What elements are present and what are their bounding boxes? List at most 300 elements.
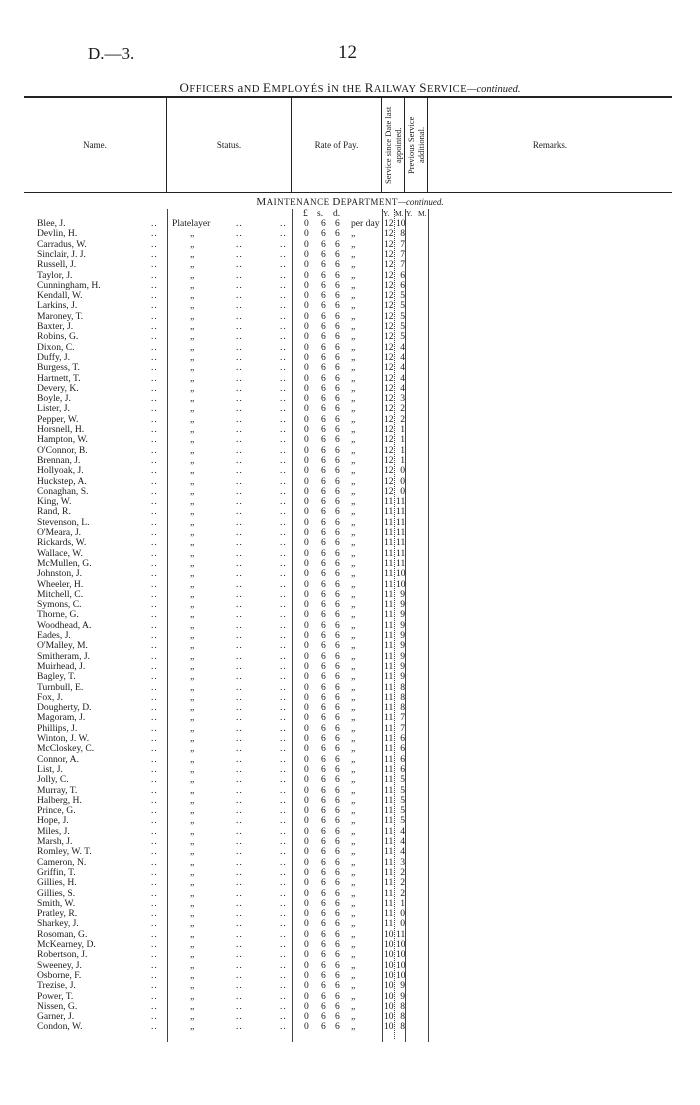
status-cell: „ xyxy=(190,856,195,868)
status-cell: „ xyxy=(190,506,195,518)
rate-pence-cell: 6 xyxy=(335,805,340,817)
table-row xyxy=(0,713,700,723)
rate-pence-cell: 6 xyxy=(335,918,340,930)
rate-pounds-cell: 0 xyxy=(304,1000,309,1012)
service-months-cell: 4 xyxy=(400,362,405,374)
rate-shillings-cell: 6 xyxy=(321,372,326,384)
rate-unit-cell: „ xyxy=(351,928,356,940)
name-cell: King, W. xyxy=(37,496,72,508)
rate-pence-cell: 6 xyxy=(335,1011,340,1023)
status-cell: „ xyxy=(190,877,195,889)
name-cell: Nissen, G. xyxy=(37,1000,78,1012)
leader-dots: .. xyxy=(280,382,287,394)
service-months-cell: 10 xyxy=(396,218,406,229)
rate-unit-cell: „ xyxy=(351,424,356,435)
status-cell: „ xyxy=(190,887,195,899)
rate-unit-cell: „ xyxy=(351,825,356,837)
leader-dots: .. xyxy=(280,949,287,961)
leader-dots: .. xyxy=(151,248,158,260)
leader-dots: .. xyxy=(236,640,243,652)
name-cell: Bagley, T. xyxy=(37,671,76,683)
name-cell: Connor, A. xyxy=(37,753,79,765)
leader-dots: .. xyxy=(280,413,287,425)
rate-pence-cell: 6 xyxy=(335,310,340,322)
service-years-cell: 11 xyxy=(384,887,394,899)
rate-shillings-cell: 6 xyxy=(321,496,326,508)
leader-dots: .. xyxy=(280,537,287,549)
rate-pounds-cell: 0 xyxy=(304,897,309,909)
leader-dots: .. xyxy=(280,928,287,940)
table-row xyxy=(0,487,700,497)
name-cell: Cameron, N. xyxy=(37,856,87,868)
rate-shillings-cell: 6 xyxy=(321,351,326,363)
leader-dots: .. xyxy=(151,279,158,291)
service-years-cell: 11 xyxy=(384,640,394,652)
rate-shillings-cell: 6 xyxy=(321,877,326,889)
rate-pence-cell: 6 xyxy=(335,836,340,847)
leader-dots: .. xyxy=(236,846,243,858)
name-cell: O'Meara, J. xyxy=(37,527,82,538)
leader-dots: .. xyxy=(151,763,158,775)
name-cell: Sweeney, J. xyxy=(37,959,82,971)
rate-pence-cell: 6 xyxy=(335,815,340,827)
leader-dots: .. xyxy=(280,681,287,693)
rate-shillings-cell: 6 xyxy=(321,506,326,518)
service-months-cell: 5 xyxy=(400,794,405,806)
service-months-cell: 9 xyxy=(400,599,405,611)
leader-dots: .. xyxy=(151,774,158,786)
service-months-cell: 11 xyxy=(396,516,406,528)
rate-pence-cell: 6 xyxy=(335,393,340,405)
leader-dots: .. xyxy=(236,887,243,899)
name-cell: Thorne, G. xyxy=(37,609,79,621)
table-row xyxy=(0,497,700,507)
column-header-previous-label: Previous Service additional. xyxy=(406,116,426,174)
name-cell: Smith, W. xyxy=(37,897,76,909)
service-months-cell: 2 xyxy=(400,866,405,878)
rate-pounds-cell: 0 xyxy=(304,557,309,569)
leader-dots: .. xyxy=(236,681,243,693)
name-cell: Gillies, S. xyxy=(37,887,76,899)
name-cell: Pratley, R. xyxy=(37,908,78,920)
leader-dots: .. xyxy=(280,228,287,240)
leader-dots: .. xyxy=(236,784,243,796)
rate-unit-cell: „ xyxy=(351,362,356,374)
service-months-cell: 8 xyxy=(400,228,405,240)
rate-shillings-cell: 6 xyxy=(321,980,326,992)
leader-dots: .. xyxy=(151,949,158,961)
leader-dots: .. xyxy=(236,496,243,508)
status-cell: „ xyxy=(190,228,195,240)
rate-pounds-cell: 0 xyxy=(304,980,309,992)
rate-pence-cell: 6 xyxy=(335,691,340,703)
rate-shillings-cell: 6 xyxy=(321,537,326,549)
rate-pence-cell: 6 xyxy=(335,969,340,981)
rate-unit-cell: „ xyxy=(351,557,356,569)
rate-unit-cell: „ xyxy=(351,516,356,528)
leader-dots: .. xyxy=(280,866,287,878)
service-years-cell: 10 xyxy=(384,969,394,981)
rate-unit-cell: „ xyxy=(351,434,356,446)
leader-dots: .. xyxy=(280,877,287,889)
rate-pounds-cell: 0 xyxy=(304,382,309,394)
rate-shillings-cell: 6 xyxy=(321,382,326,394)
table-row xyxy=(0,724,700,734)
rate-pounds-cell: 0 xyxy=(304,825,309,837)
name-cell: Carradus, W. xyxy=(37,238,87,250)
rate-pounds-cell: 0 xyxy=(304,609,309,621)
status-cell: „ xyxy=(190,393,195,405)
service-years-cell: 10 xyxy=(384,1011,394,1023)
rate-pounds-cell: 0 xyxy=(304,393,309,405)
leader-dots: .. xyxy=(151,341,158,353)
name-cell: Horsnell, H. xyxy=(37,424,85,435)
table-row xyxy=(0,899,700,909)
rate-shillings-cell: 6 xyxy=(321,722,326,734)
table-row xyxy=(0,271,700,281)
service-years-cell: 12 xyxy=(384,465,394,477)
column-header-rate-label: Rate of Pay. xyxy=(314,140,359,150)
leader-dots: .. xyxy=(236,650,243,662)
status-cell: „ xyxy=(190,588,195,600)
rate-pence-cell: 6 xyxy=(335,753,340,765)
leader-dots: .. xyxy=(236,939,243,950)
rate-pence-cell: 6 xyxy=(335,619,340,631)
rate-unit-cell: „ xyxy=(351,733,356,744)
table-row xyxy=(0,425,700,435)
leader-dots: .. xyxy=(236,434,243,446)
rate-unit-cell: „ xyxy=(351,413,356,425)
rate-pounds-cell: 0 xyxy=(304,846,309,858)
rate-pence-cell: 6 xyxy=(335,259,340,271)
leader-dots: .. xyxy=(151,866,158,878)
name-cell: Osborne, F. xyxy=(37,969,82,981)
status-cell: „ xyxy=(190,990,195,1002)
service-months-cell: 11 xyxy=(396,506,406,518)
leader-dots: .. xyxy=(151,681,158,693)
leader-dots: .. xyxy=(280,238,287,250)
service-years-cell: 11 xyxy=(384,609,394,621)
leader-dots: .. xyxy=(280,310,287,322)
rate-pounds-cell: 0 xyxy=(304,877,309,889)
leader-dots: .. xyxy=(236,238,243,250)
rate-shillings-cell: 6 xyxy=(321,763,326,775)
rate-pence-cell: 6 xyxy=(335,475,340,487)
rate-unit-cell: „ xyxy=(351,475,356,487)
name-cell: Fox, J. xyxy=(37,691,63,703)
table-row xyxy=(0,363,700,373)
rate-pounds-cell: 0 xyxy=(304,516,309,528)
rate-unit-cell: „ xyxy=(351,774,356,786)
leader-dots: .. xyxy=(151,537,158,549)
rate-pounds-cell: 0 xyxy=(304,959,309,971)
leader-dots: .. xyxy=(236,908,243,920)
service-months-cell: 4 xyxy=(400,351,405,363)
rate-pence-cell: 6 xyxy=(335,382,340,394)
rate-shillings-cell: 6 xyxy=(321,630,326,641)
column-header-name xyxy=(24,98,167,192)
rate-pence-cell: 6 xyxy=(335,856,340,868)
rate-unit-cell: „ xyxy=(351,660,356,672)
leader-dots: .. xyxy=(280,733,287,744)
leader-dots: .. xyxy=(280,434,287,446)
service-months-cell: 1 xyxy=(400,454,405,466)
leader-dots: .. xyxy=(151,712,158,724)
leader-dots: .. xyxy=(236,836,243,847)
leader-dots: .. xyxy=(280,362,287,374)
service-years-cell: 11 xyxy=(384,908,394,920)
table-row xyxy=(0,312,700,322)
service-months-cell: 4 xyxy=(400,372,405,384)
leader-dots: .. xyxy=(280,887,287,899)
rate-shillings-cell: 6 xyxy=(321,918,326,930)
status-cell: „ xyxy=(190,362,195,374)
leader-dots: .. xyxy=(280,578,287,590)
leader-dots: .. xyxy=(236,877,243,889)
table-row xyxy=(0,528,700,538)
rate-pence-cell: 6 xyxy=(335,743,340,755)
leader-dots: .. xyxy=(280,557,287,569)
service-months-cell: 1 xyxy=(400,897,405,909)
rate-pounds-cell: 0 xyxy=(304,279,309,291)
rate-pounds-cell: 0 xyxy=(304,403,309,415)
rate-pence-cell: 6 xyxy=(335,362,340,374)
name-cell: Prince, G. xyxy=(37,805,76,817)
rate-shillings-cell: 6 xyxy=(321,609,326,621)
service-years-cell: 11 xyxy=(384,619,394,631)
service-months-cell: 9 xyxy=(400,671,405,683)
rate-pence-cell: 6 xyxy=(335,1000,340,1012)
leader-dots: .. xyxy=(151,794,158,806)
service-months-cell: 7 xyxy=(400,712,405,724)
name-cell: O'Malley, M. xyxy=(37,640,88,652)
leader-dots: .. xyxy=(280,671,287,683)
rate-pence-cell: 6 xyxy=(335,506,340,518)
rate-shillings-cell: 6 xyxy=(321,671,326,683)
rate-pence-cell: 6 xyxy=(335,454,340,466)
rate-pounds-cell: 0 xyxy=(304,753,309,765)
leader-dots: .. xyxy=(151,372,158,384)
service-months-cell: 11 xyxy=(396,496,406,508)
leader-dots: .. xyxy=(151,784,158,796)
service-years-cell: 11 xyxy=(384,547,394,559)
leader-dots: .. xyxy=(151,578,158,590)
name-cell: Robins, G. xyxy=(37,331,79,343)
status-cell: „ xyxy=(190,815,195,827)
service-months-cell: 4 xyxy=(400,836,405,847)
table-row xyxy=(0,765,700,775)
leader-dots: .. xyxy=(236,310,243,322)
leader-dots: .. xyxy=(236,980,243,992)
status-cell: „ xyxy=(190,403,195,415)
rate-pence-cell: 6 xyxy=(335,897,340,909)
status-cell: „ xyxy=(190,269,195,281)
table-row xyxy=(0,950,700,960)
rate-shillings-cell: 6 xyxy=(321,527,326,538)
leader-dots: .. xyxy=(280,691,287,703)
service-years-cell: 12 xyxy=(384,310,394,322)
rate-pence-cell: 6 xyxy=(335,702,340,714)
leader-dots: .. xyxy=(280,424,287,435)
rate-unit-cell: „ xyxy=(351,784,356,796)
service-years-cell: 11 xyxy=(384,866,394,878)
rate-pounds-cell: 0 xyxy=(304,969,309,981)
rate-pence-cell: 6 xyxy=(335,413,340,425)
rate-shillings-cell: 6 xyxy=(321,887,326,899)
rate-pounds-cell: 0 xyxy=(304,465,309,477)
table-row xyxy=(0,1012,700,1022)
leader-dots: .. xyxy=(151,516,158,528)
service-months-cell: 6 xyxy=(400,753,405,765)
rate-unit-cell: „ xyxy=(351,681,356,693)
service-months-cell: 7 xyxy=(400,722,405,734)
rate-shillings-cell: 6 xyxy=(321,269,326,281)
rate-shillings-cell: 6 xyxy=(321,733,326,744)
service-years-cell: 11 xyxy=(384,722,394,734)
leader-dots: .. xyxy=(280,588,287,600)
leader-dots: .. xyxy=(280,1000,287,1012)
name-cell: Kendall, W. xyxy=(37,290,83,302)
rate-pounds-cell: 0 xyxy=(304,660,309,672)
leader-dots: .. xyxy=(236,722,243,734)
status-cell: „ xyxy=(190,485,195,497)
service-years-cell: 10 xyxy=(384,949,394,961)
table-row xyxy=(0,301,700,311)
leader-dots: .. xyxy=(280,248,287,260)
name-cell: Turnbull, E. xyxy=(37,681,84,693)
leader-dots: .. xyxy=(151,485,158,497)
rate-pounds-cell: 0 xyxy=(304,640,309,652)
table-row xyxy=(0,343,700,353)
leader-dots: .. xyxy=(280,980,287,992)
leader-dots: .. xyxy=(151,990,158,1002)
rate-pence-cell: 6 xyxy=(335,279,340,291)
table-row xyxy=(0,477,700,487)
leader-dots: .. xyxy=(151,444,158,456)
service-years-cell: 11 xyxy=(384,681,394,693)
rate-pounds-cell: 0 xyxy=(304,588,309,600)
leader-dots: .. xyxy=(151,382,158,394)
rate-shillings-cell: 6 xyxy=(321,1021,326,1033)
service-years-cell: 10 xyxy=(384,928,394,940)
leader-dots: .. xyxy=(236,815,243,827)
rate-unit-cell: „ xyxy=(351,805,356,817)
status-cell: „ xyxy=(190,794,195,806)
rate-unit-cell: „ xyxy=(351,372,356,384)
name-cell: Hope, J. xyxy=(37,815,69,827)
leader-dots: .. xyxy=(236,485,243,497)
rate-unit-cell: „ xyxy=(351,856,356,868)
column-header-name-label: Name. xyxy=(83,140,107,150)
rate-unit-cell: „ xyxy=(351,712,356,724)
table-row xyxy=(0,816,700,826)
table-row xyxy=(0,889,700,899)
service-months-cell: 0 xyxy=(400,918,405,930)
rate-pounds-cell: 0 xyxy=(304,362,309,374)
leader-dots: .. xyxy=(280,990,287,1002)
rate-pence-cell: 6 xyxy=(335,321,340,332)
rate-unit-cell: „ xyxy=(351,300,356,312)
rate-unit-cell: „ xyxy=(351,403,356,415)
rate-unit-cell: „ xyxy=(351,990,356,1002)
service-months-cell: 8 xyxy=(400,691,405,703)
leader-dots: .. xyxy=(151,259,158,271)
rate-pounds-cell: 0 xyxy=(304,990,309,1002)
service-months-cell: 9 xyxy=(400,619,405,631)
leader-dots: .. xyxy=(151,671,158,683)
service-months-cell: 9 xyxy=(400,980,405,992)
name-cell: Johnston, J. xyxy=(37,568,83,580)
leader-dots: .. xyxy=(236,321,243,332)
status-cell: „ xyxy=(190,712,195,724)
rate-shillings-cell: 6 xyxy=(321,413,326,425)
rate-pounds-cell: 0 xyxy=(304,454,309,466)
service-years-cell: 11 xyxy=(384,753,394,765)
rate-unit-cell: „ xyxy=(351,619,356,631)
leader-dots: .. xyxy=(151,1021,158,1033)
rate-shillings-cell: 6 xyxy=(321,248,326,260)
leader-dots: .. xyxy=(151,753,158,765)
leader-dots: .. xyxy=(236,259,243,271)
rate-unit-cell: „ xyxy=(351,269,356,281)
rate-pence-cell: 6 xyxy=(335,290,340,302)
service-years-cell: 12 xyxy=(384,393,394,405)
leader-dots: .. xyxy=(280,650,287,662)
status-cell: „ xyxy=(190,578,195,590)
name-cell: Devlin, H. xyxy=(37,228,78,240)
service-months-cell: 9 xyxy=(400,609,405,621)
name-cell: Stevenson, L. xyxy=(37,516,90,528)
rate-shillings-cell: 6 xyxy=(321,825,326,837)
leader-dots: .. xyxy=(151,630,158,641)
rate-shillings-cell: 6 xyxy=(321,331,326,343)
service-months-cell: 4 xyxy=(400,341,405,353)
rate-shillings-cell: 6 xyxy=(321,1000,326,1012)
table-row xyxy=(0,806,700,816)
leader-dots: .. xyxy=(280,815,287,827)
leader-dots: .. xyxy=(151,733,158,744)
name-cell: Blee, J. xyxy=(37,218,66,229)
leader-dots: .. xyxy=(151,928,158,940)
service-months-cell: 9 xyxy=(400,640,405,652)
leader-dots: .. xyxy=(151,599,158,611)
service-months-cell: 0 xyxy=(400,908,405,920)
leader-dots: .. xyxy=(151,609,158,621)
leader-dots: .. xyxy=(236,557,243,569)
leader-dots: .. xyxy=(151,650,158,662)
leader-dots: .. xyxy=(280,609,287,621)
leader-dots: .. xyxy=(280,918,287,930)
rate-shillings-cell: 6 xyxy=(321,939,326,950)
rate-pence-cell: 6 xyxy=(335,238,340,250)
table-row xyxy=(0,446,700,456)
leader-dots: .. xyxy=(236,897,243,909)
rate-unit-cell: „ xyxy=(351,753,356,765)
rate-pounds-cell: 0 xyxy=(304,856,309,868)
table-header xyxy=(24,96,672,193)
name-cell: Dougherty, D. xyxy=(37,702,92,714)
service-years-cell: 12 xyxy=(384,454,394,466)
name-cell: Eades, J. xyxy=(37,630,71,641)
service-years-cell: 12 xyxy=(384,248,394,260)
service-years-cell: 11 xyxy=(384,918,394,930)
rate-pence-cell: 6 xyxy=(335,341,340,353)
table-row xyxy=(0,847,700,857)
rate-unit-cell: „ xyxy=(351,331,356,343)
service-years-cell: 12 xyxy=(384,362,394,374)
table-row xyxy=(0,981,700,991)
service-months-cell: 1 xyxy=(400,424,405,435)
